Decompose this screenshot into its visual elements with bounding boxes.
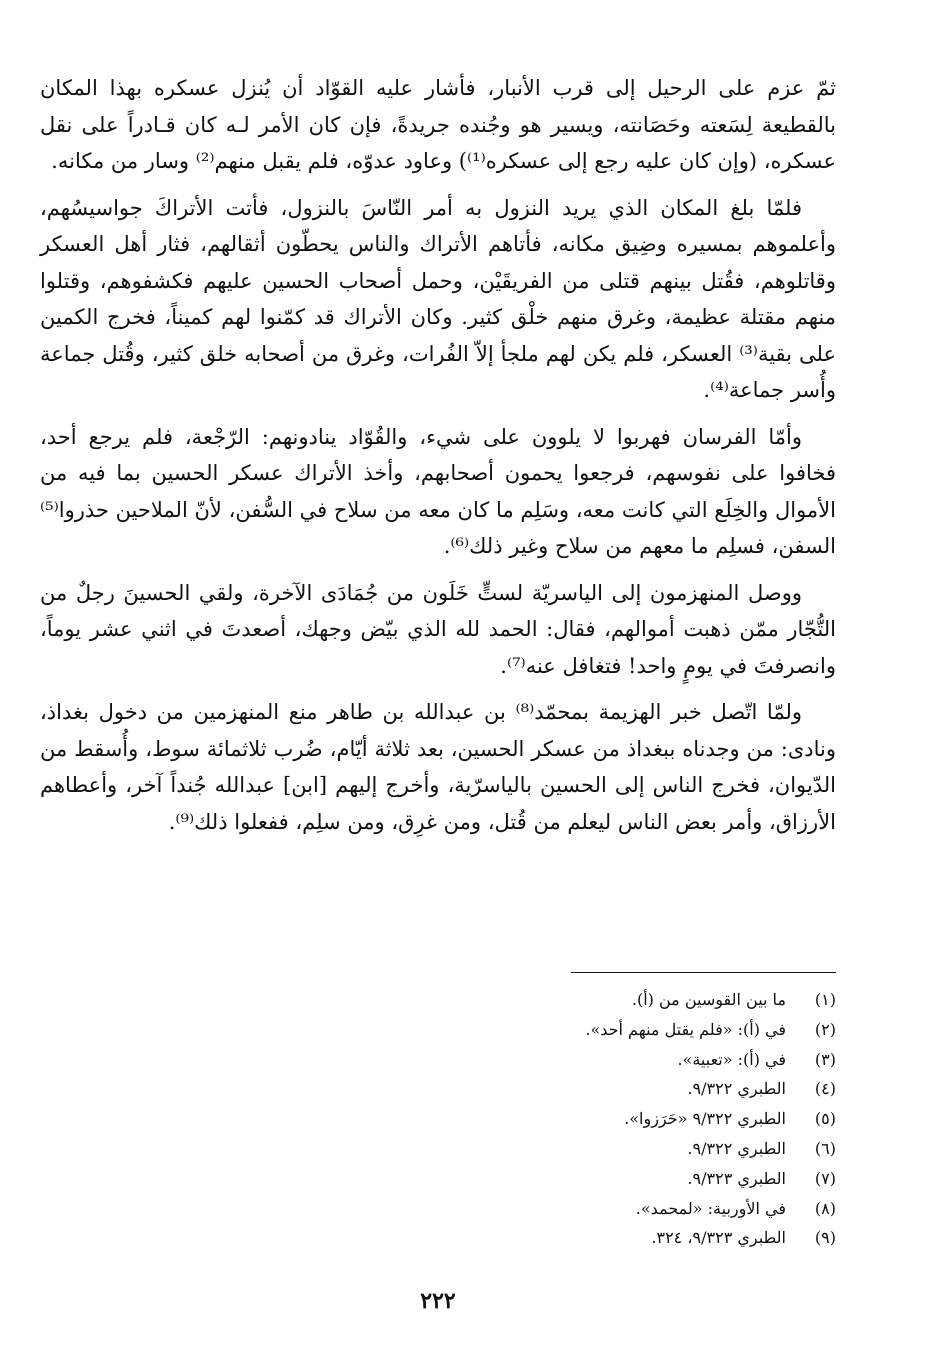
book-page: [40, 70, 836, 1350]
footnote-6: [316, 1134, 836, 1164]
paragraph-2: فلمّا بلغ المكان الذي يريد النزول به أمر النّاسَ بالنزول، فأتت الأتراكَ جواسيسُهم، وأعلموهم بمسيره وضِيق مكانه، فأتاهم الأتراك والناس يحطّون أثقالهم، فثار أهل العسكر وقاتلوهم، فقُتل بينهم قتلى من الفريقَيْن، وحمل أصحاب الحسين عليهم فكشفوهم، وقتلوا منهم مقتلة عظيمة، وغرق منهم خلْق كثير. وكان الأتراك قد كمّنوا لهم كميناً، فخرج الكمين على بقية⁽³⁾ العسكر، فلم يكن لهم ملجأ إلاّ الفُرات، وغرق من أصحابه خلق كثير، وقُتل جماعة وأُسر جماعة⁽⁴⁾.: [40, 195, 836, 402]
footnote-number: (٤): [814, 1079, 836, 1099]
footnote-text: الطبري ٩/٣٢٣.: [687, 1168, 786, 1188]
footnote-number: (٦): [814, 1138, 836, 1158]
footnote-3: [316, 1045, 836, 1075]
footnote-2: [316, 1015, 836, 1045]
footnote-text: الطبري ٩/٣٢٢ «حَرَزوا».: [624, 1109, 786, 1129]
footnote-text: الطبري ٩/٣٢٣، ٣٢٤.: [651, 1228, 786, 1248]
footnote-text: في الأوربية: «لمحمد».: [635, 1198, 786, 1218]
footnote-number: (٨): [814, 1198, 836, 1218]
paragraph-3: وأمّا الفرسان فهربوا لا يلوون على شيء، والقُوّاد ينادونهم: الرّجْعة، فلم يرجع أحد، فخافوا على نفوسهم، فرجعوا يحمون أصحابهم، وأخذ الأتراك عسكر الحسين بما فيه من الأموال والخِلَع التي كانت معه، وسَلِم ما كان معه من سلاح في السُّفن، لأنّ الملاحين حذروا⁽⁵⁾ السفن، فسلِم ما معهم من سلاح وغير ذلك⁽⁶⁾.: [40, 424, 836, 558]
footnote-text: الطبري ٩/٣٢٢.: [687, 1079, 786, 1099]
footnote-text: في (أ): «تعبية».: [677, 1049, 786, 1069]
footnote-number: (٥): [814, 1109, 836, 1129]
footnote-9: [316, 1223, 836, 1253]
footnote-7: [316, 1164, 836, 1194]
page-number: ٢٢٢: [420, 1288, 456, 1314]
footnote-divider: [571, 972, 836, 973]
footnote-number: (١): [814, 990, 836, 1009]
footnote-5: [316, 1104, 836, 1134]
paragraph-1: ثمّ عزم على الرحيل إلى قرب الأنبار، فأشار عليه القوّاد أن يُنزل عسكره بهذا المكان بالقطيعة لِسَعته وحَصَانته، ويسير هو وجُنده جريدةً، فإن كان الأمر لـه كان قـادراً على نقل عسكره، (وإن كان عليه رجع إلى عسكره⁽¹⁾) وعاود عدوّه، فلم يقبل منهم⁽²⁾ وسار من مكانه.: [40, 76, 836, 173]
footnote-number: (٧): [814, 1168, 836, 1188]
main-text: [40, 70, 836, 840]
footnote-number: (٢): [814, 1019, 836, 1039]
footnote-4: [316, 1074, 836, 1104]
footnote-text: ما بين القوسين من (أ).: [631, 990, 786, 1009]
footnote-text: الطبري ٩/٣٢٢.: [687, 1138, 786, 1158]
paragraph-5: ولمّا اتّصل خبر الهزيمة بمحمّد⁽⁸⁾ بن عبدالله بن طاهر منع المنهزمين من دخول بغداذ، ونادى: من وجدناه ببغداذ من عسكر الحسين، بعد ثلاثة أيّام، ضُرب ثلاثمائة سوط، وأُسقط من الدّيوان، فخرج الناس إلى الحسين بالياسرّية، وأخرج إليهم [ابن] عبدالله جُنداً آخر، وأعطاهم الأرزاق، وأمر بعض الناس ليعلم من قُتل، ومن غرِق، ومن سلِم، ففعلوا ذلك⁽⁹⁾.: [40, 700, 836, 834]
footnote-8: [316, 1194, 836, 1224]
footnotes-list: [316, 985, 836, 1253]
footnote-1: [316, 985, 836, 1015]
footnote-number: (٩): [814, 1228, 836, 1248]
footnote-text: في (أ): «فلم يقتل منهم أحد».: [585, 1019, 786, 1039]
footnote-number: (٣): [814, 1049, 836, 1069]
paragraph-4: ووصل المنهزمون إلى الياسريّة لستٍّ خَلَون من جُمَادَى الآخرة، ولقي الحسينَ رجلٌ من التُّجّار ممّن ذهبت أموالهم، فقال: الحمد لله الذي بيّض وجهك، أصعدتَ في اثني عشر يوماً، وانصرفتَ في يومٍ واحد! فتغافل عنه⁽⁷⁾.: [40, 580, 836, 678]
